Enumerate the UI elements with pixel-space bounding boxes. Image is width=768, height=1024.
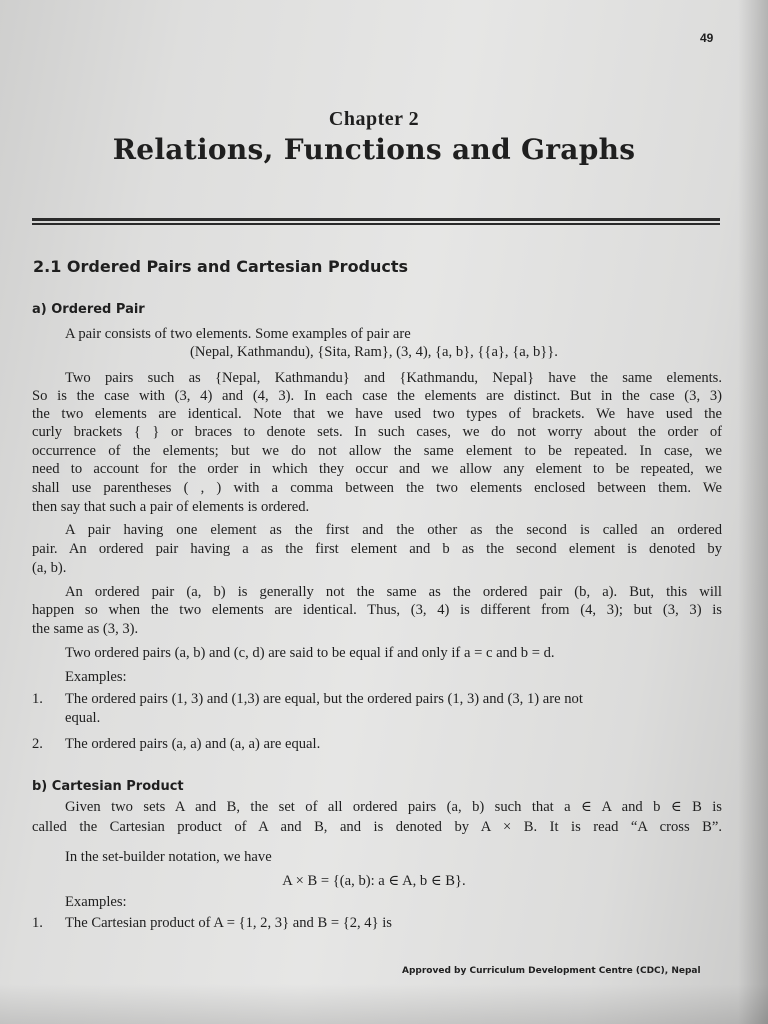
paragraph-line: then say that such a pair of elements is ordered. [32,499,310,515]
paragraph-line: curly brackets { } or braces to denote sets. In such cases, we do not worry about the order of [32,424,722,440]
examples-label: Examples: [65,894,127,910]
page-number: 49 [700,31,714,45]
pair-examples-line: (Nepal, Kathmandu), {Sita, Ram}, (3, 4), {a, b}, {{a}, {a, b}}. [190,344,558,360]
paragraph-line: happen so when the two elements are identical. Thus, (3, 4) is different from (4, 3); but (3, 3) is [32,602,722,618]
paragraph-line: A pair consists of two elements. Some examples of pair are [65,326,411,342]
paragraph-line: occurrence of the elements; but we do not allow the same element to be repeated. In case, we [32,443,722,459]
example-text: The ordered pairs (1, 3) and (1,3) are equal, but the ordered pairs (1, 3) and (3, 1) are not [65,691,583,707]
section-heading: 2.1 Ordered Pairs and Cartesian Products [33,257,409,276]
examples-label: Examples: [65,669,127,685]
title-rule-top [32,218,720,221]
chapter-label: Chapter 2 [328,108,420,130]
page-bottom-shadow [0,984,768,1024]
paragraph-line: shall use parentheses ( , ) with a comma between the two elements enclosed between them. We [32,480,722,496]
footer-approval: Approved by Curriculum Development Centre (CDC), Nepal [402,966,701,976]
example-number: 1. [32,691,43,707]
paragraph-line: An ordered pair (a, b) is generally not the same as the ordered pair (b, a). But, this will [65,584,722,600]
cartesian-product-heading: b) Cartesian Product [32,779,184,794]
paragraph-line: pair. An ordered pair having a as the first element and b as the second element is denoted by [32,541,722,557]
set-builder-formula: A × B = {(a, b): a ∈ A, b ∈ B}. [282,873,466,889]
paragraph-line: In the set-builder notation, we have [65,849,272,865]
example-number: 2. [32,736,43,752]
paragraph-line: Two pairs such as {Nepal, Kathmandu} and {Kathmandu, Nepal} have the same elements. [65,370,722,386]
example-number: 1. [32,915,43,931]
paragraph-line: Given two sets A and B, the set of all ordered pairs (a, b) such that a ∈ A and b ∈ B is [65,799,722,815]
title-rule-bottom [32,223,720,225]
paragraph-line: Two ordered pairs (a, b) and (c, d) are said to be equal if and only if a = c and b = d. [65,645,555,661]
example-text: The Cartesian product of A = {1, 2, 3} and B = {2, 4} is [65,915,392,931]
paragraph-line: A pair having one element as the first and the other as the second is called an ordered [65,522,722,538]
paragraph-line: So is the case with (3, 4) and (4, 3). In each case the elements are distinct. But in the case (3, 3) [32,388,722,404]
paragraph-line: need to account for the order in which they occur and we allow any element to be repeated, we [32,461,722,477]
paragraph-line: called the Cartesian product of A and B, and is denoted by A × B. It is read “A cross B”. [32,819,722,835]
ordered-pair-heading: a) Ordered Pair [32,302,145,317]
paragraph-line: the same as (3, 3). [32,621,139,637]
example-text: equal. [65,710,101,726]
chapter-title: Relations, Functions and Graphs [112,133,636,166]
paragraph-line: the two elements are identical. Note that we have used two types of brackets. We have used the [32,406,722,422]
paragraph-line: (a, b). [32,560,67,576]
example-text: The ordered pairs (a, a) and (a, a) are equal. [65,736,321,752]
